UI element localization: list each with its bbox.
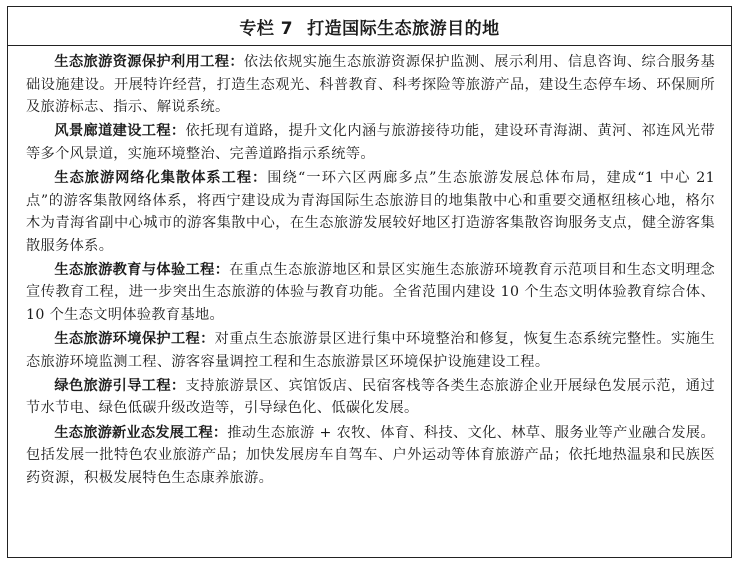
project-paragraph — [26, 167, 715, 257]
project-body: 在重点生态旅游地区和景区实施生态旅游环境教育示范项目和生态文明理念宣传教育工程，进一步突出生态旅游的体验与教育功能。全省范围内建设 10 个生态文明体验教育综合体、10 个生态文明体验教育基地。 — [26, 261, 715, 324]
project-body: 推动生态旅游 + 农牧、体育、科技、文化、林草、服务业等产业融合发展。包括发展一批特色农业旅游产品；加快发展房车自驾车、户外运动等体育旅游产品；依托地热温泉和民族医药资源，积极发展特色生态康养旅游。 — [26, 424, 715, 486]
project-body: 围绕“一环六区两廊多点”生态旅游发展总体布局，建成“1 中心 21 点”的游客集散网络体系，将西宁建设成为青海国际生态旅游目的地集散中心和重要交通枢纽核心地，格尔木为青海省副中心城市的游客集散中心，在生态旅游发展较好地区打造游客集散咨询服务支点，健全游客集散服务体系。 — [26, 169, 715, 254]
project-paragraph — [26, 375, 715, 420]
project-paragraph — [26, 422, 715, 490]
column-content — [8, 46, 731, 489]
project-heading: 生态旅游网络化集散体系工程： — [54, 169, 268, 186]
project-heading: 绿色旅游引导工程： — [54, 377, 186, 394]
project-heading: 生态旅游环境保护工程： — [54, 331, 215, 348]
project-paragraph — [26, 259, 715, 327]
project-heading: 生态旅游新业态发展工程： — [54, 424, 228, 441]
project-heading: 生态旅游资源保护利用工程： — [54, 54, 244, 70]
project-body: 支持旅游景区、宾馆饭店、民宿客栈等各类生态旅游企业开展绿色发展示范，通过节水节电、绿色低碳升级改造等，引导绿色化、低碳化发展。 — [26, 377, 715, 417]
column-label: 专栏 7 — [239, 18, 294, 39]
column-box — [7, 6, 732, 558]
column-title-row — [8, 7, 731, 46]
project-heading: 风景廊道建设工程： — [54, 123, 186, 140]
project-body: 依托现有道路，提升文化内涵与旅游接待功能，建设环青海湖、黄河、祁连风光带等多个风景道，实施环境整治、完善道路指示系统等。 — [26, 123, 715, 162]
project-body: 对重点生态旅游景区进行集中环境整治和修复，恢复生态系统完整性。实施生态旅游环境监测工程、游客容量调控工程和生态旅游景区环境保护设施建设工程。 — [26, 331, 715, 370]
project-paragraph — [26, 328, 715, 373]
project-heading: 生态旅游教育与体验工程： — [54, 261, 230, 278]
project-body: 依法依规实施生态旅游资源保护监测、展示利用、信息咨询、综合服务基础设施建设。开展特许经营，打造生态观光、科普教育、科考探险等旅游产品，建设生态停车场、环保厕所及旅游标志、指示、解说系统。 — [26, 54, 715, 116]
project-paragraph — [26, 120, 715, 165]
project-paragraph — [26, 51, 715, 119]
column-title: 打造国际生态旅游目的地 — [307, 18, 500, 39]
